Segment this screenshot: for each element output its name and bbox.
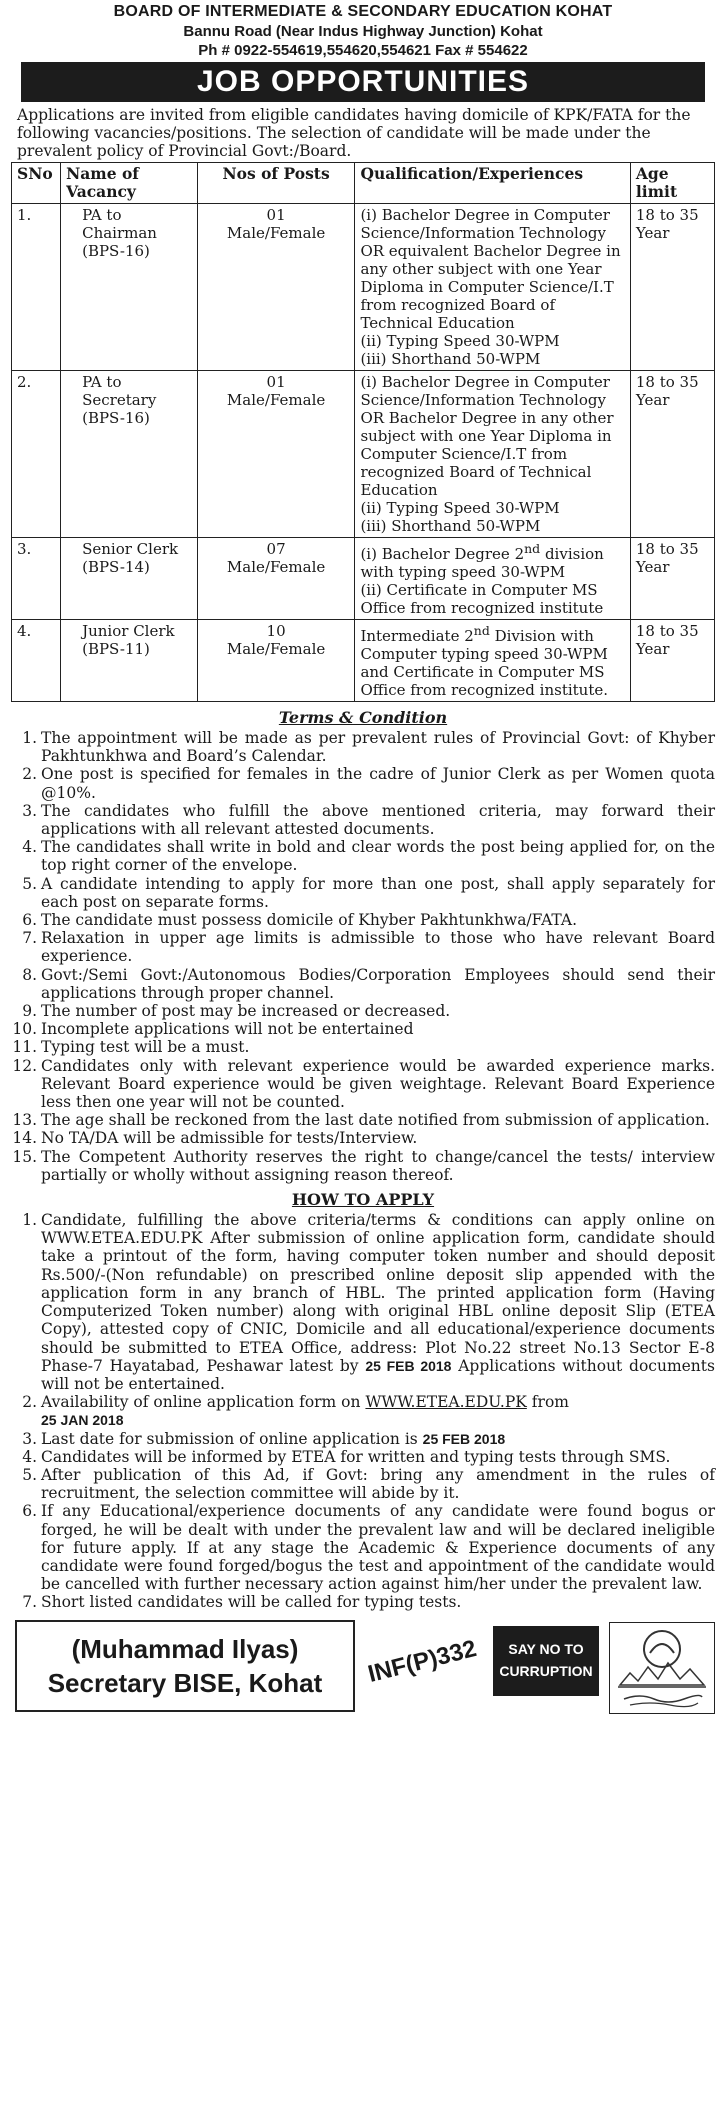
qualification-line: (iii) Shorthand 50-WPM [360, 350, 541, 368]
row-vacancy [61, 204, 198, 371]
ordinal-suffix: nd [524, 541, 541, 556]
header-name: Name of Vacancy [61, 163, 198, 204]
table-row [12, 204, 715, 371]
table-row [12, 538, 715, 620]
vacancy-name: Junior Clerk [82, 622, 175, 640]
qualification-text: Intermediate 2 [360, 627, 474, 645]
row-vacancy [61, 371, 198, 538]
list-item: 6. If any Educational/experience documents of any candidate were found bogus or forged, he will be dealt with under the prevalent law and will be declared ineligible for future apply. If at any stage the Academic & Experience documents of any candidate were found forged/bogus the test and appointment of the candidate would be cancelled with further necessary action against him/her under the prevalent law. [22, 1502, 715, 1594]
post-count: 07 [266, 540, 286, 558]
header-age: Age limit [630, 163, 714, 204]
etea-link[interactable]: WWW.ETEA.EDU.PK [365, 1393, 527, 1412]
vacancy-name: PA to Chairman [82, 206, 157, 242]
list-item: 3. Last date for submission of online application is 25 FEB 2018 [22, 1429, 506, 1448]
list-item: 12. Candidates only with relevant experience would be awarded experience marks. Relevant Board experience would be given weightage. Relevant Board Experience less then one year will not be counted. [12, 1056, 715, 1112]
row-age: 18 to 35 Year [630, 371, 714, 538]
howto-list [11, 1211, 715, 1611]
howto-title: HOW TO APPLY [291, 1190, 435, 1210]
list-item: 1. The appointment will be made as per prevalent rules of Provincial Govt: of Khyber Pakhtunkhwa and Board’s Calendar. [22, 729, 715, 766]
post-gender: Male/Female [226, 640, 326, 658]
anti-corruption-line1: SAY NO TO [508, 1640, 584, 1657]
row-qualification [355, 538, 630, 620]
list-item: 4. Candidates will be informed by ETEA for written and typing tests through SMS. [22, 1447, 671, 1466]
list-item: 5. A candidate intending to apply for more than one post, shall apply separately for each post on separate forms. [22, 874, 715, 911]
vacancy-bps: (BPS-11) [82, 640, 150, 658]
row-posts [197, 620, 355, 702]
row-vacancy [61, 620, 198, 702]
row-vacancy [61, 538, 198, 620]
row-qualification [355, 371, 630, 538]
anti-corruption-badge [493, 1626, 599, 1696]
qualification-line: (ii) Certificate in Computer MS Office from recognized institute [360, 581, 604, 617]
title-banner: JOB OPPORTUNITIES [21, 62, 705, 102]
intro-paragraph: Applications are invited from eligible candidates having domicile of KPK/FATA for the following vacancies/positions. The selection of candidate will be made under the prevalent policy of Provincial Govt:/Board. [17, 106, 691, 160]
reference-number: INF(P)332 [365, 1634, 480, 1688]
row-age: 18 to 35 Year [630, 620, 714, 702]
header-qualification: Qualification/Experiences [355, 163, 630, 204]
qualification-line: (iii) Shorthand 50-WPM [360, 517, 541, 535]
row-sno: 1. [12, 204, 61, 371]
list-item: 1. Candidate, fulfilling the above criteria/terms & conditions can apply online on WWW.ETEA.EDU.PK After submission of online application form, candidate should take a printout of the form, having computer token number and should deposit Rs.500/-(Non refundable) on prescribed online deposit slip appended with the application form in any branch of HBL. The printed application form (Having Computerized Token number) along with original HBL online deposit Slip (ETEA Copy), attested copy of CNIC, Domicile and all educational/experience documents should be submitted to ETEA Office, address: Plot No.22 street No.13 Sector E-8 Phase-7 Hayatabad, Peshawar latest by 25 FEB 2018 Applications without documents will not be entertained. [22, 1211, 715, 1393]
terms-title: Terms & Condition [278, 708, 448, 727]
row-qualification [355, 204, 630, 371]
last-date: 25 FEB 2018 [422, 1430, 506, 1447]
header-sno: SNo [12, 163, 61, 204]
list-item: 14. No TA/DA will be admissible for tests/Interview. [12, 1129, 418, 1148]
vacancy-table [11, 162, 715, 702]
vacancy-bps: (BPS-16) [82, 242, 150, 260]
list-item: 2. Availability of online application form on WWW.ETEA.EDU.PK from 25 JAN 2018 [22, 1393, 569, 1429]
table-row [12, 371, 715, 538]
list-item: 4. The candidates shall write in bold and clear words the post being applied for, on the top right corner of the envelope. [22, 838, 715, 875]
row-sno: 2. [12, 371, 61, 538]
row-posts [197, 371, 355, 538]
list-item: 9. The number of post may be increased or decreased. [22, 1002, 451, 1021]
post-gender: Male/Female [226, 224, 326, 242]
list-item: 11. Typing test will be a must. [12, 1038, 250, 1057]
qualification-line: (i) Bachelor Degree in Computer Science/Information Technology OR equivalent Bachelor Degree in any other subject with one Year Diploma in Computer Science/I.T from recognized Board of Technical Education [360, 206, 621, 332]
list-item: 7. Short listed candidates will be called for typing tests. [22, 1593, 462, 1612]
row-age: 18 to 35 Year [630, 204, 714, 371]
row-posts [197, 204, 355, 371]
post-gender: Male/Female [226, 558, 326, 576]
post-count: 01 [266, 206, 286, 224]
signatory-title: Secretary BISE, Kohat [47, 1667, 323, 1698]
row-qualification [355, 620, 630, 702]
row-posts [197, 538, 355, 620]
ordinal-suffix: nd [473, 623, 490, 638]
board-phone: Ph # 0922-554619,554620,554621 Fax # 554622 [198, 42, 528, 59]
start-date: 25 JAN 2018 [41, 1412, 124, 1429]
post-count: 10 [266, 622, 286, 640]
signatory-name: (Muhammad Ilyas) [71, 1633, 299, 1664]
list-item: 15. The Competent Authority reserves the right to change/cancel the tests/ interview partially or wholly without assigning reason thereof. [12, 1147, 715, 1184]
qualification-line: (ii) Typing Speed 30-WPM [360, 499, 560, 517]
row-sno: 3. [12, 538, 61, 620]
post-count: 01 [266, 373, 286, 391]
terms-list [11, 729, 715, 1184]
qualification-line [360, 622, 624, 699]
kp-logo-icon [609, 1622, 715, 1714]
list-item: 13. The age shall be reckoned from the last date notified from submission of application. [12, 1111, 710, 1130]
list-item: 3. The candidates who fulfill the above mentioned criteria, may forward their applications with all relevant attested documents. [22, 801, 715, 839]
anti-corruption-line2: CURRUPTION [499, 1662, 593, 1679]
qualification-text: Division with Computer typing speed 30-WPM and Certificate in Computer MS Office from recognized institute. [360, 627, 609, 699]
qualification-line: (i) Bachelor Degree in Computer Science/Information Technology OR Bachelor Degree in any other subject with one Year Diploma in Computer Science/I.T from recognized Board of Technical Education [360, 373, 614, 499]
footer [11, 1620, 715, 1720]
vacancy-name: Senior Clerk [82, 540, 179, 558]
board-address: Bannu Road (Near Indus Highway Junction) Kohat [183, 23, 543, 40]
header [11, 2, 715, 60]
list-item: 6. The candidate must possess domicile of Khyber Pakhtunkhwa/FATA. [22, 911, 578, 930]
qualification-line: (ii) Typing Speed 30-WPM [360, 332, 560, 350]
post-gender: Male/Female [226, 391, 326, 409]
list-item: 5. After publication of this Ad, if Govt: bring any amendment in the rules of recruitment, the selection committee will abide by it. [22, 1465, 715, 1503]
board-name: BOARD OF INTERMEDIATE & SECONDARY EDUCATION KOHAT [113, 3, 613, 20]
vacancy-name: PA to Secretary [82, 373, 157, 409]
deadline-date: 25 FEB 2018 [365, 1357, 452, 1374]
row-sno: 4. [12, 620, 61, 702]
list-item: 8. Govt:/Semi Govt:/Autonomous Bodies/Corporation Employees should send their applications through proper channel. [22, 965, 715, 1002]
qualification-text: division with typing speed 30-WPM [360, 545, 604, 581]
vacancy-bps: (BPS-14) [82, 558, 150, 576]
row-age: 18 to 35 Year [630, 538, 714, 620]
list-item: 7. Relaxation in upper age limits is admissible to those who have relevant Board experience. [22, 929, 715, 966]
list-item: 2. One post is specified for females in the cadre of Junior Clerk as per Women quota @10%. [22, 765, 715, 802]
list-item: 10. Incomplete applications will not be entertained [12, 1020, 414, 1039]
table-header-row [12, 163, 715, 204]
qualification-text: (i) Bachelor Degree 2 [360, 545, 525, 563]
qualification-line [360, 540, 624, 581]
vacancy-bps: (BPS-16) [82, 409, 150, 427]
table-row [12, 620, 715, 702]
header-posts: Nos of Posts [197, 163, 355, 204]
job-advertisement [11, 0, 715, 1720]
signature-box [15, 1620, 355, 1712]
